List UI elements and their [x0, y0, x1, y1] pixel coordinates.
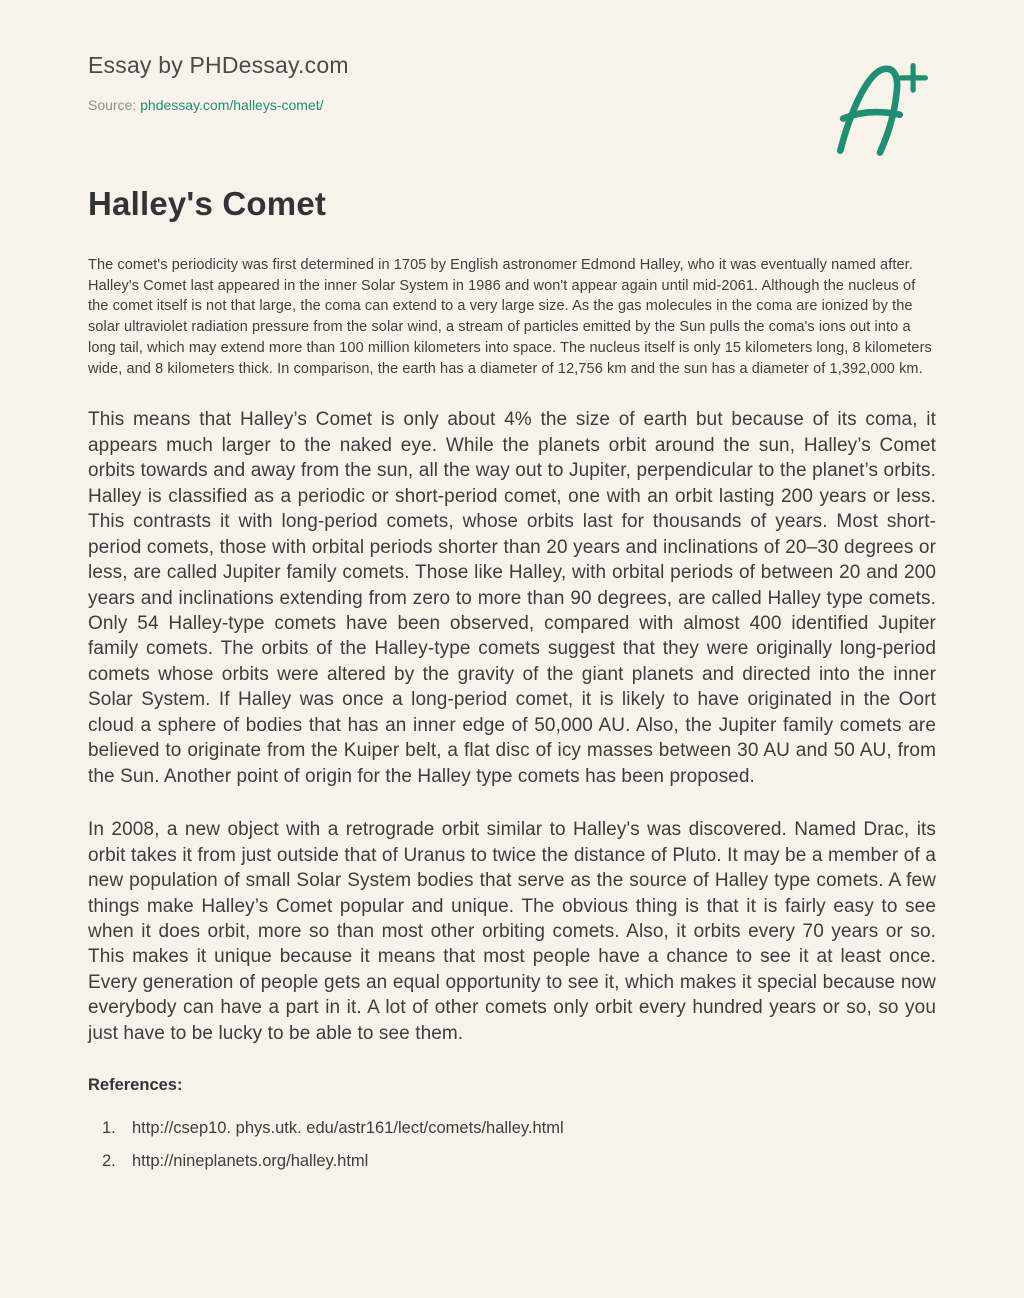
references-heading: References: — [88, 1076, 183, 1095]
reference-url: http://nineplanets.org/halley.html — [132, 1151, 369, 1170]
reference-item — [88, 1150, 936, 1172]
source-line — [88, 97, 936, 113]
phdessay-a-plus-logo — [828, 58, 932, 162]
reference-url: http://csep10. phys.utk. edu/astr161/lect/comets/halley.html — [132, 1119, 564, 1138]
lead-paragraph: The comet's periodicity was first determined in 1705 by English astronomer Edmond Halley, who it was eventually named after. Halley's Comet last appeared in the inner Solar System in 1986 and won't appear again until mid-2061. Although the nucleus of the comet itself is not that large, the coma can extend to a very large size. As the gas molecules in the coma are ionized by the solar ultraviolet radiation pressure from the solar wind, a stream of particles emitted by the Sun pulls the coma's ions out into a long tail, which may extend more than 100 million kilometers into space. The nucleus itself is only 15 kilometers long, 8 kilometers wide, and 8 kilometers thick. In comparison, the earth has a diameter of 12,756 km and the sun has a diameter of 1,392,000 km. — [88, 257, 932, 377]
page-title: Halley's Comet — [88, 185, 327, 222]
a-plus-logo-icon — [828, 58, 932, 162]
source-link[interactable]: phdessay.com/halleys-comet/ — [140, 97, 324, 113]
reference-item — [88, 1117, 936, 1139]
reference-marker: 2. — [102, 1151, 116, 1170]
source-label: Source: — [88, 97, 137, 113]
body-paragraph-2: In 2008, a new object with a retrograde orbit similar to Halley's was discovered. Named Drac, its orbit takes it from just outside that of Uranus to twice the distance of Pluto. It may be a member of a new population of small Solar System bodies that serve as the source of Halley type comets. A few things make Halley’s Comet popular and unique. The obvious thing is that it is fairly easy to see when it does orbit, more so than most other orbiting comets. Also, it orbits every 70 years or so. This makes it unique because it means that most people have a chance to see it at least once. Every generation of people gets an equal opportunity to see it, which makes it special because now everybody can have a part in it. A lot of other comets only orbit every hundred years or so, so you just have to be lucky to be able to see them. — [88, 819, 936, 1044]
body-paragraph-1: This means that Halley’s Comet is only about 4% the size of earth but because of its coma, it appears much larger to the naked eye. While the planets orbit around the sun, Halley’s Comet orbits towards and away from the sun, all the way out to Jupiter, perpendicular to the planet’s orbits. Halley is classified as a periodic or short-period comet, one with an orbit lasting 200 years or less. This contrasts it with long-period comets, whose orbits last for thousands of years. Most short-period comets, those with orbital periods shorter than 20 years and inclinations of 20–30 degrees or less, are called Jupiter family comets. Those like Halley, with orbital periods of between 20 and 200 years and inclinations extending from zero to more than 90 degrees, are called Halley type comets. Only 54 Halley-type comets have been observed, compared with almost 400 identified Jupiter family comets. The orbits of the Halley-type comets suggest that they were originally long-period comets whose orbits were altered by the gravity of the giant planets and directed into the inner Solar System. If Halley was once a long-period comet, it is likely to have originated in the Oort cloud a sphere of bodies that has an inner edge of 50,000 AU. Also, the Jupiter family comets are believed to originate from the Kuiper belt, a flat disc of icy masses between 30 AU and 50 AU, from the Sun. Another point of origin for the Halley type comets has been proposed. — [88, 409, 936, 787]
references-list — [88, 1117, 936, 1172]
reference-marker: 1. — [102, 1119, 116, 1138]
essay-byline: Essay by PHDessay.com — [88, 52, 349, 78]
